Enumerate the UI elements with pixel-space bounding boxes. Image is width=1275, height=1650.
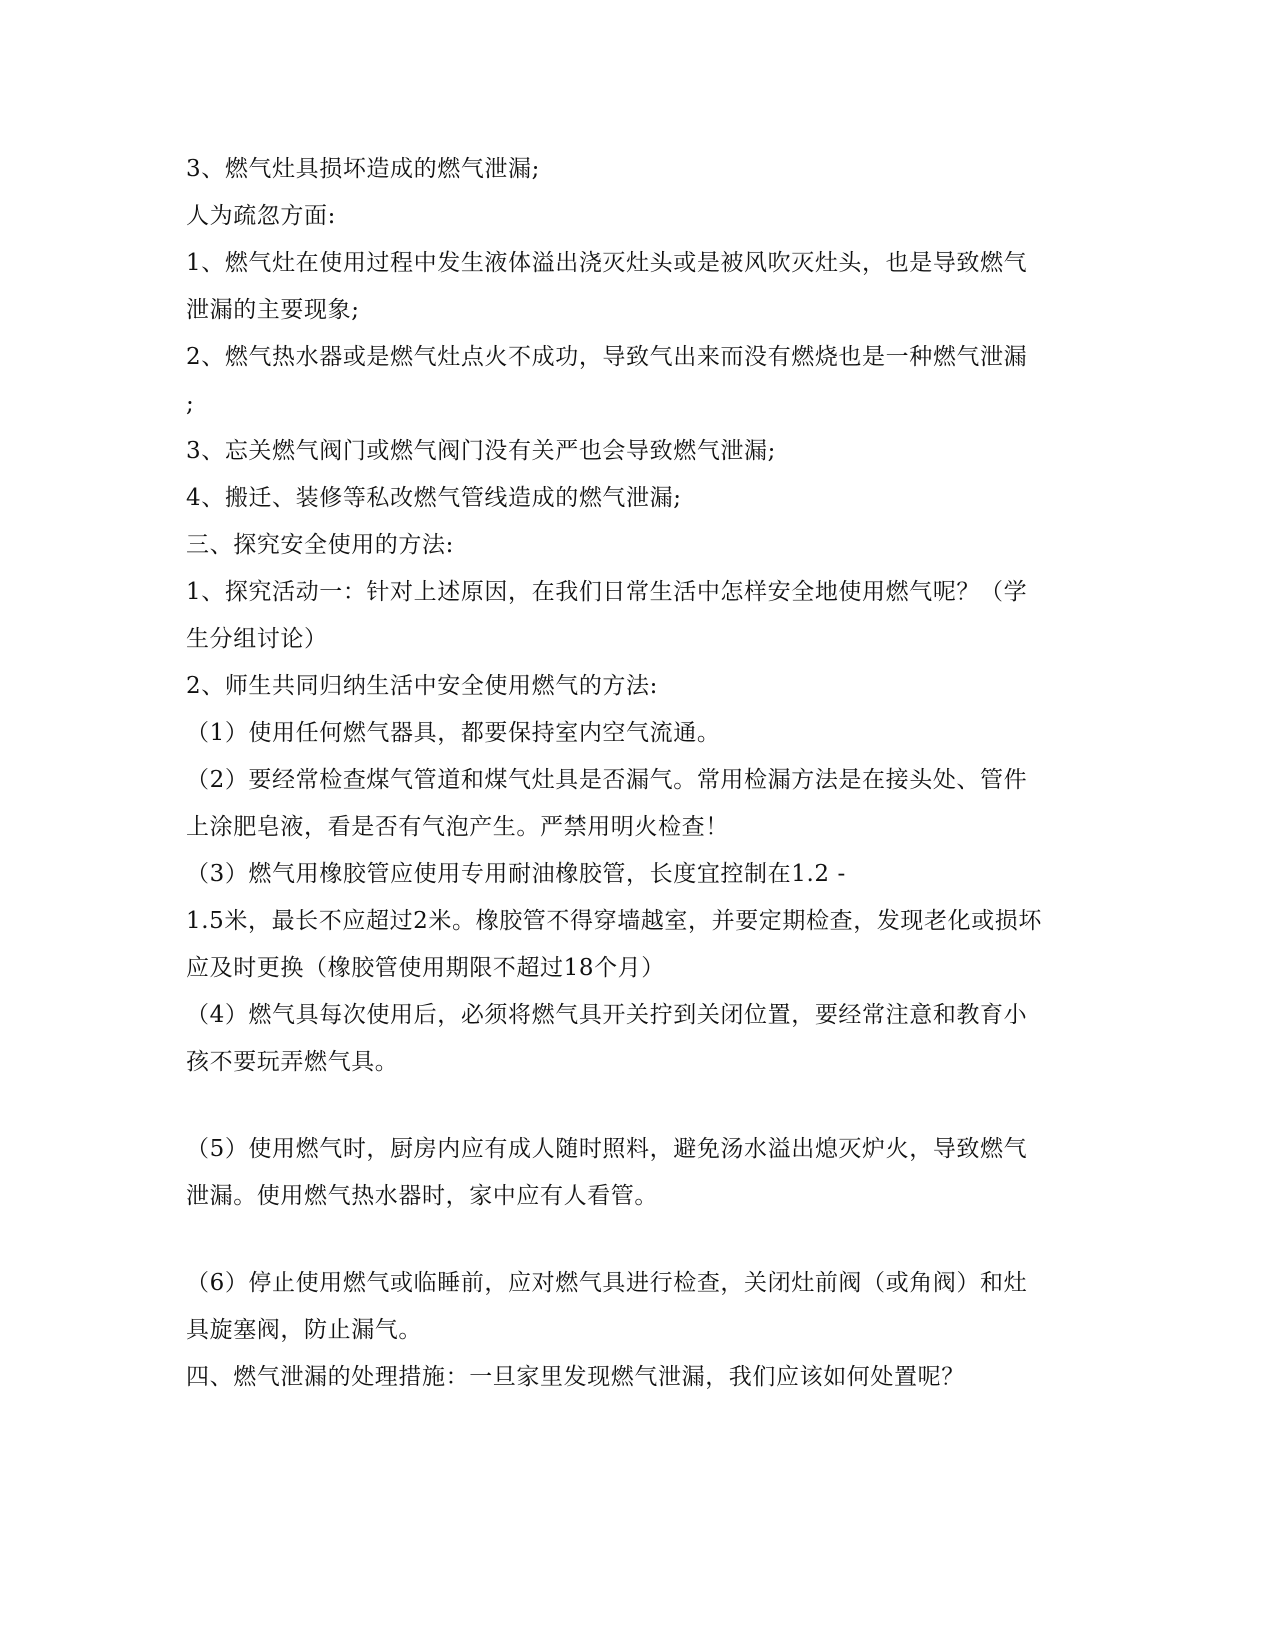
text-line: 生分组讨论） [186,626,328,652]
text-line: 1、探究活动一：针对上述原因，在我们日常生活中怎样安全地使用燃气呢？（学 [186,579,1028,605]
text-line: 2、燃气热水器或是燃气灶点火不成功，导致气出来而没有燃烧也是一种燃气泄漏 [186,344,1028,370]
text-line: （4）燃气具每次使用后，必须将燃气具开关拧到关闭位置，要经常注意和教育小 [186,1002,1028,1028]
text-line: （5）使用燃气时，厨房内应有成人随时照料，避免汤水溢出熄灭炉火，导致燃气 [186,1136,1028,1162]
text-line: 泄漏。使用燃气热水器时，家中应有人看管。 [186,1183,658,1209]
text-line: （2）要经常检查煤气管道和煤气灶具是否漏气。常用检漏方法是在接头处、管件 [186,767,1028,793]
text-line: 具旋塞阀，防止漏气。 [186,1317,422,1343]
text-line: 孩不要玩弄燃气具。 [186,1049,399,1075]
text-line: 人为疏忽方面: [186,203,336,229]
text-line: （3）燃气用橡胶管应使用专用耐油橡胶管，长度宜控制在1.2 - [186,861,846,887]
text-line: （1）使用任何燃气器具，都要保持室内空气流通。 [186,720,721,746]
text-line: ; [186,391,195,417]
text-line: 1.5米，最长不应超过2米。橡胶管不得穿墙越室，并要定期检查，发现老化或损坏 [186,908,1043,934]
text-line: 3、燃气灶具损坏造成的燃气泄漏; [186,156,540,182]
text-line: 应及时更换（橡胶管使用期限不超过18个月） [186,955,665,981]
text-line: 三、探究安全使用的方法: [186,532,454,558]
text-line: 2、师生共同归纳生活中安全使用燃气的方法: [186,673,658,699]
text-line: 上涂肥皂液，看是否有气泡产生。严禁用明火检查！ [186,814,729,840]
text-line: 3、忘关燃气阀门或燃气阀门没有关严也会导致燃气泄漏; [186,438,776,464]
text-line: 四、燃气泄漏的处理措施：一旦家里发现燃气泄漏，我们应该如何处置呢？ [186,1364,965,1390]
text-line: 泄漏的主要现象; [186,297,360,323]
text-line: 4、搬迁、装修等私改燃气管线造成的燃气泄漏; [186,485,682,511]
text-line: （6）停止使用燃气或临睡前，应对燃气具进行检查，关闭灶前阀（或角阀）和灶 [186,1270,1028,1296]
text-line: 1、燃气灶在使用过程中发生液体溢出浇灭灶头或是被风吹灭灶头，也是导致燃气 [186,250,1028,276]
